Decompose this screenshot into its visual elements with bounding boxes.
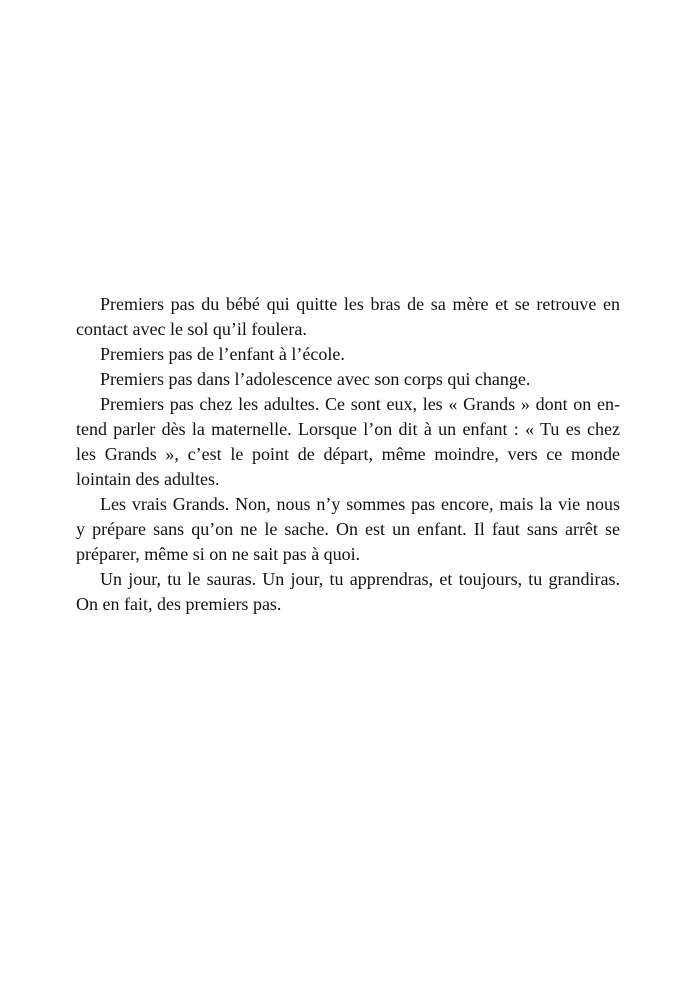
paragraph <box>76 567 620 617</box>
body-text <box>76 292 620 617</box>
text-line: lointain des adultes. <box>76 469 220 489</box>
paragraph <box>76 292 620 342</box>
text-line: les Grands », c’est le point de départ, même moindre, vers ce monde <box>76 444 620 464</box>
text-line: Un jour, tu le sauras. Un jour, tu apprendras, et toujours, tu grandiras. <box>100 569 620 589</box>
text-line: contact avec le sol qu’il foulera. <box>76 319 307 339</box>
paragraph <box>76 492 620 567</box>
paragraph <box>76 367 620 392</box>
paragraph <box>76 392 620 492</box>
text-line: Premiers pas du bébé qui quitte les bras de sa mère et se retrouve en <box>100 294 620 314</box>
text-line: Les vrais Grands. Non, nous n’y sommes pas encore, mais la vie nous <box>100 494 620 514</box>
text-line: y prépare sans qu’on ne le sache. On est un enfant. Il faut sans arrêt se <box>76 519 620 539</box>
text-line: tend parler dès la maternelle. Lorsque l’on dit à un enfant : « Tu es chez <box>76 419 620 439</box>
paragraph <box>76 342 620 367</box>
text-line: Premiers pas de l’enfant à l’école. <box>100 344 345 364</box>
text-line: Premiers pas dans l’adolescence avec son corps qui change. <box>100 369 531 389</box>
text-line: préparer, même si on ne sait pas à quoi. <box>76 544 361 564</box>
text-line: Premiers pas chez les adultes. Ce sont eux, les « Grands » dont on en- <box>100 394 620 414</box>
text-line: On en fait, des premiers pas. <box>76 594 282 614</box>
